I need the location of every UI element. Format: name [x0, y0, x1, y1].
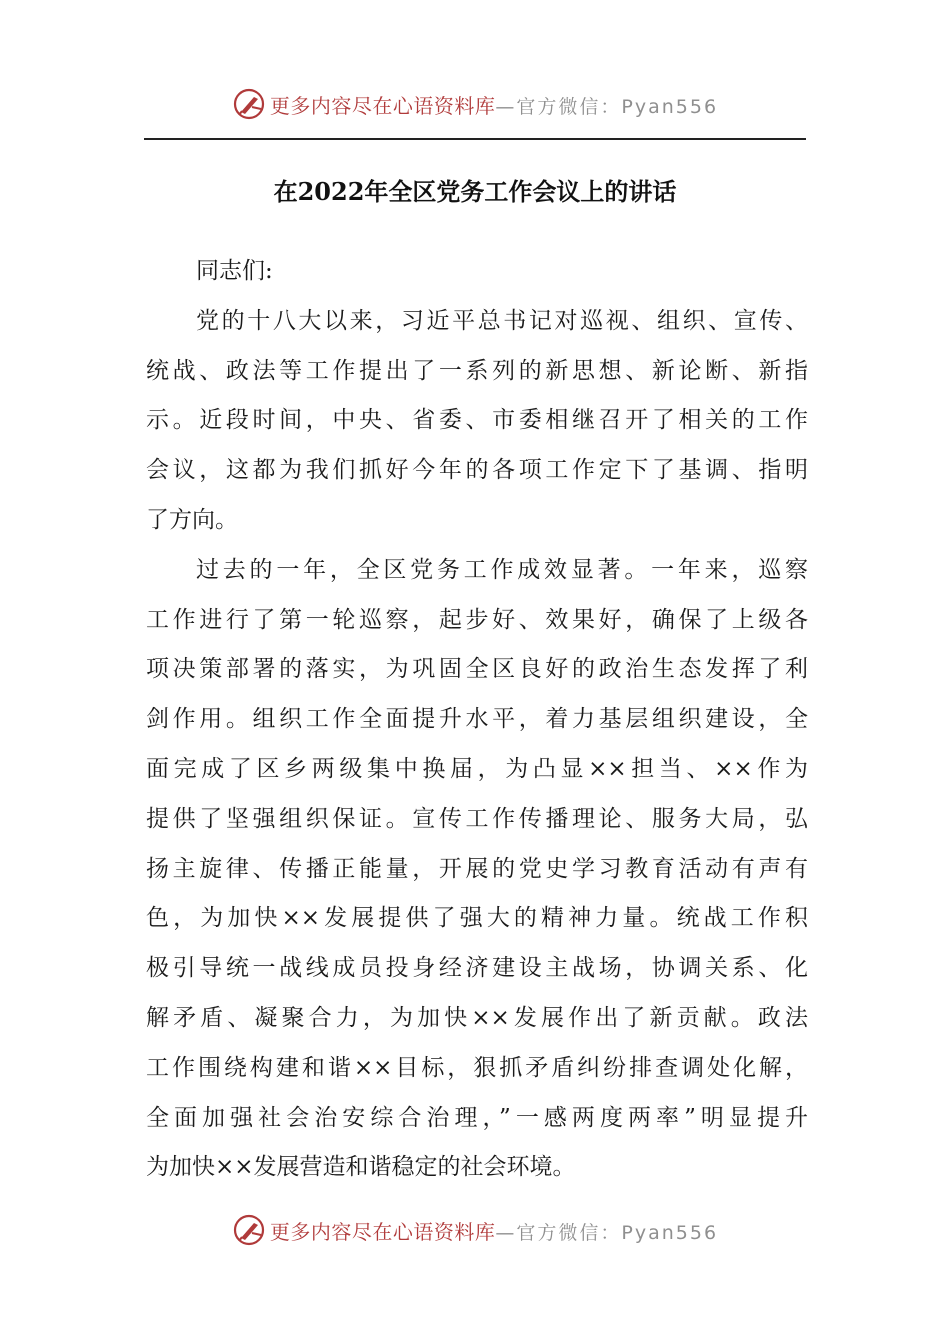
paragraph-line: 会议，这都为我们抓好今年的各项工作定下了基调、指明 [146, 457, 808, 484]
document-body [146, 247, 826, 1193]
paragraph-line: 示。近段时间，中央、省委、市委相继召开了相关的工作 [146, 407, 808, 434]
paragraph-line: 全面加强社会治安综合治理，”一感两度两率”明显提升 [146, 1104, 808, 1131]
paragraph-line: 过去的一年，全区党务工作成效显著。一年来，巡察 [196, 556, 808, 583]
paragraph-line: 面完成了区乡两级集中换届，为凸显××担当、××作为 [146, 755, 808, 782]
paragraph-line: 极引导统一战线成员投身经济建设主战场，协调关系、化 [146, 955, 808, 982]
paragraph-line: 项决策部署的落实，为巩固全区良好的政治生态发挥了利 [146, 656, 808, 683]
paragraph-2 [146, 546, 826, 1193]
quill-pen-icon [232, 87, 266, 121]
paragraph-line: 统战、政法等工作提出了一系列的新思想、新论断、新指 [146, 357, 808, 384]
paragraph-line: 工作围绕构建和谐××目标，狠抓矛盾纠纷排查调处化解， [146, 1054, 808, 1081]
document-title: 在2022年全区党务工作会议上的讲话 [273, 177, 677, 206]
paragraph-line: 了方向。 [146, 506, 238, 533]
paragraph-line: 扬主旋律、传播正能量，开展的党史学习教育活动有声有 [146, 855, 808, 882]
footer-banner-text: 更多内容尽在心语资料库—官方微信：Pyan556 [269, 1219, 719, 1244]
header-divider [144, 138, 806, 140]
salutation: 同志们: [196, 258, 273, 284]
header-banner-text: 更多内容尽在心语资料库—官方微信：Pyan556 [269, 93, 719, 118]
header-banner [0, 82, 950, 126]
paragraph-line: 为加快××发展营造和谐稳定的社会环境。 [146, 1154, 576, 1181]
paragraph-line: 工作进行了第一轮巡察，起步好、效果好，确保了上级各 [146, 606, 808, 633]
paragraph-line: 提供了坚强组织保证。宣传工作传播理论、服务大局，弘 [146, 805, 808, 832]
paragraph-line: 党的十八大以来，习近平总书记对巡视、组织、宣传、 [196, 307, 808, 334]
paragraph-line: 剑作用。组织工作全面提升水平，着力基层组织建设，全 [146, 706, 808, 733]
paragraph-line: 解矛盾、凝聚合力，为加快××发展作出了新贡献。政法 [146, 1004, 808, 1031]
quill-pen-icon [232, 1213, 266, 1247]
paragraph-1 [146, 297, 826, 546]
paragraph-line: 色，为加快××发展提供了强大的精神力量。统战工作积 [146, 905, 808, 932]
footer-banner [0, 1208, 950, 1252]
